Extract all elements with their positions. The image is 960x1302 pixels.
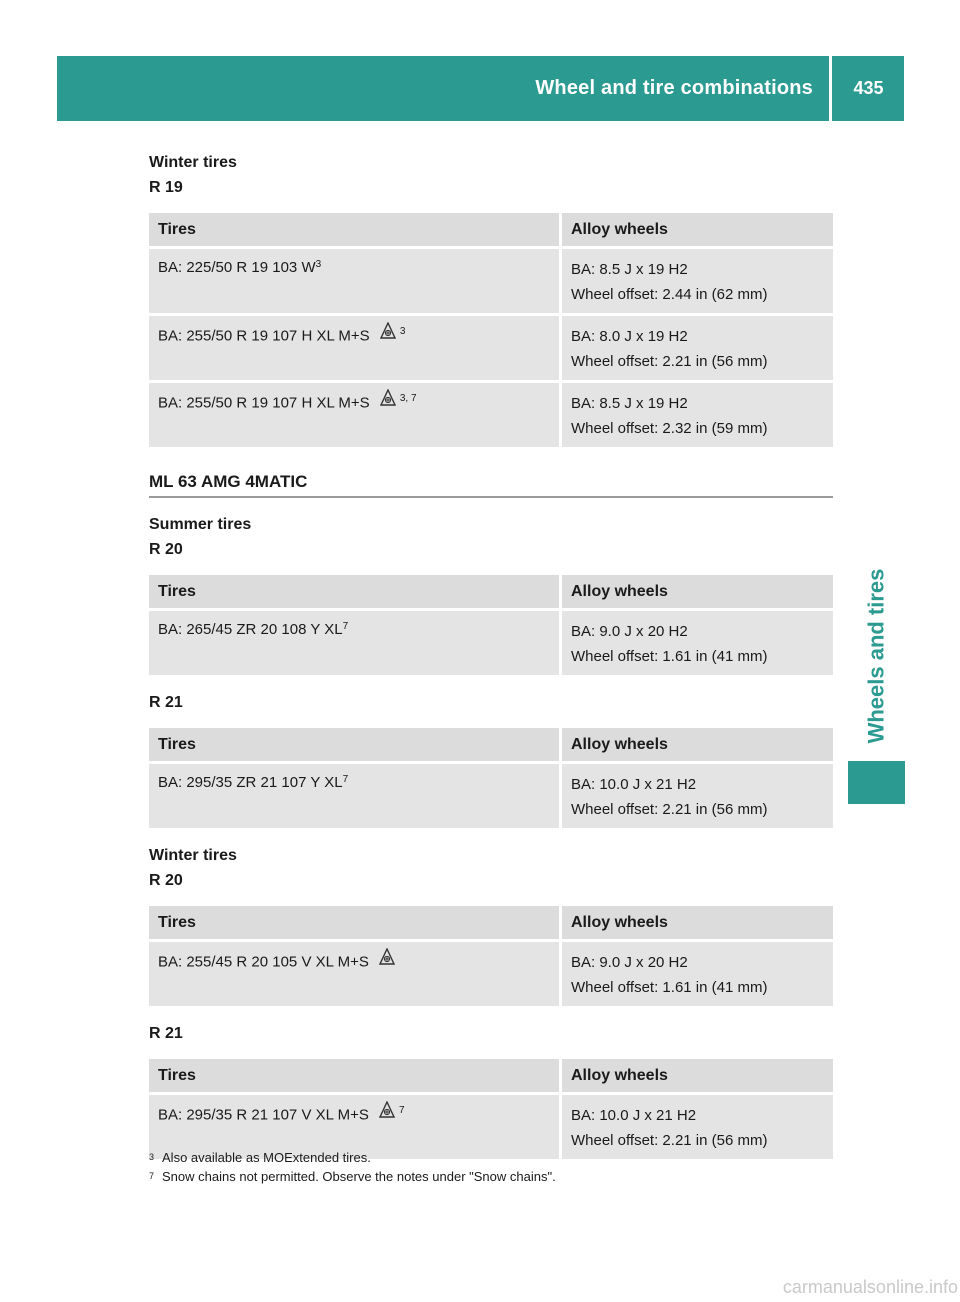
footnote-number: 3 [149,1152,155,1162]
wheel-cell [559,383,833,447]
footnote-ref: 7 [399,1105,405,1116]
table-row [149,249,833,313]
footnotes [149,1148,833,1186]
col-header-wheels: Alloy wheels [559,728,833,761]
col-header-tires: Tires [149,213,559,246]
tire-spec: BA: 295/35 ZR 21 107 Y XL [158,774,343,791]
snowflake-mountain-icon [380,322,396,347]
watermark: carmanualsonline.info [782,1277,958,1297]
wheel-offset: Wheel offset: 2.44 in (62 mm) [571,286,768,303]
footnote-text: Snow chains not permitted. Observe the notes under "Snow chains". [162,1169,556,1184]
table-row [149,316,833,380]
wheel-spec: BA: 10.0 J x 21 H2 [571,1107,697,1124]
table-header-row [149,1059,833,1092]
tire-cell [149,764,559,828]
col-header-tires: Tires [149,906,559,939]
table-row [149,942,833,1006]
col-header-wheels: Alloy wheels [559,1059,833,1092]
footnote-ref: 3 [315,259,322,270]
footnote-text: Also available as MOExtended tires. [162,1150,371,1165]
page-header-title: Wheel and tire combinations [535,77,813,99]
tire-spec: BA: 295/35 R 21 107 V XL M+S [158,1106,369,1124]
table-header-row [149,575,833,608]
tire-spec: BA: 255/50 R 19 107 H XL M+S [158,327,370,345]
wheel-offset: Wheel offset: 2.21 in (56 mm) [571,1132,768,1149]
table-header-row [149,213,833,246]
wheel-offset: Wheel offset: 2.21 in (56 mm) [571,801,768,818]
snowflake-mountain-icon [379,1101,395,1126]
category-label: Winter tires [149,847,237,864]
rim-size-label: R 19 [149,179,183,196]
wheel-spec: BA: 9.0 J x 20 H2 [571,954,688,971]
side-tab-marker [848,761,905,804]
tire-table-winter-r20 [149,903,833,1009]
main-content [149,150,833,1174]
footnote-ref: 7 [342,774,349,785]
tire-cell [149,611,559,675]
tire-table-winter-r21 [149,1056,833,1162]
footnote-ref: 3, 7 [399,393,417,404]
snowflake-mountain-icon [379,948,395,973]
wheel-offset: Wheel offset: 2.21 in (56 mm) [571,353,768,370]
tire-spec: BA: 225/50 R 19 103 W [158,259,316,276]
wheel-offset: Wheel offset: 1.61 in (41 mm) [571,648,768,665]
tire-table-winter-r19 [149,210,833,450]
tire-table-summer-r20 [149,572,833,678]
table-row [149,611,833,675]
footnote-ref: 7 [342,621,349,632]
section-title: ML 63 AMG 4MATIC [149,472,833,498]
wheel-cell [559,611,833,675]
wheel-cell [559,316,833,380]
side-tab-label: Wheels and tires [863,568,889,744]
rim-size-label: R 21 [149,694,183,711]
tire-spec: BA: 265/45 ZR 20 108 Y XL [158,621,343,638]
table-header-row [149,906,833,939]
tire-table-summer-r21 [149,725,833,831]
col-header-wheels: Alloy wheels [559,575,833,608]
footnote [149,1167,833,1186]
wheel-offset: Wheel offset: 1.61 in (41 mm) [571,979,768,996]
footnote-ref: 3 [399,326,406,337]
col-header-wheels: Alloy wheels [559,906,833,939]
wheel-spec: BA: 8.5 J x 19 H2 [571,261,688,278]
col-header-wheels: Alloy wheels [559,213,833,246]
category-label: Winter tires [149,154,237,171]
side-tab [848,556,905,756]
rim-size-label: R 20 [149,872,183,889]
wheel-spec: BA: 8.5 J x 19 H2 [571,395,688,412]
table-header-row [149,728,833,761]
category-label: Summer tires [149,516,252,533]
wheel-cell [559,764,833,828]
header-divider [829,56,832,121]
tire-cell [149,383,559,447]
table-row [149,764,833,828]
wheel-cell [559,249,833,313]
wheel-spec: BA: 9.0 J x 20 H2 [571,623,688,640]
wheel-offset: Wheel offset: 2.32 in (59 mm) [571,420,768,437]
wheel-spec: BA: 8.0 J x 19 H2 [571,328,688,345]
tire-spec: BA: 255/45 R 20 105 V XL M+S [158,953,369,971]
footnote-number: 7 [149,1171,155,1181]
col-header-tires: Tires [149,728,559,761]
wheel-spec: BA: 10.0 J x 21 H2 [571,776,697,793]
header-bar [57,56,904,121]
page-number: 435 [853,78,884,98]
tire-cell [149,942,559,1006]
table-row [149,383,833,447]
footnote [149,1148,833,1167]
wheel-cell [559,942,833,1006]
rim-size-label: R 21 [149,1025,183,1042]
col-header-tires: Tires [149,1059,559,1092]
rim-size-label: R 20 [149,541,183,558]
snowflake-mountain-icon [380,389,396,414]
col-header-tires: Tires [149,575,559,608]
tire-cell [149,316,559,380]
tire-cell [149,249,559,313]
tire-spec: BA: 255/50 R 19 107 H XL M+S [158,394,370,412]
